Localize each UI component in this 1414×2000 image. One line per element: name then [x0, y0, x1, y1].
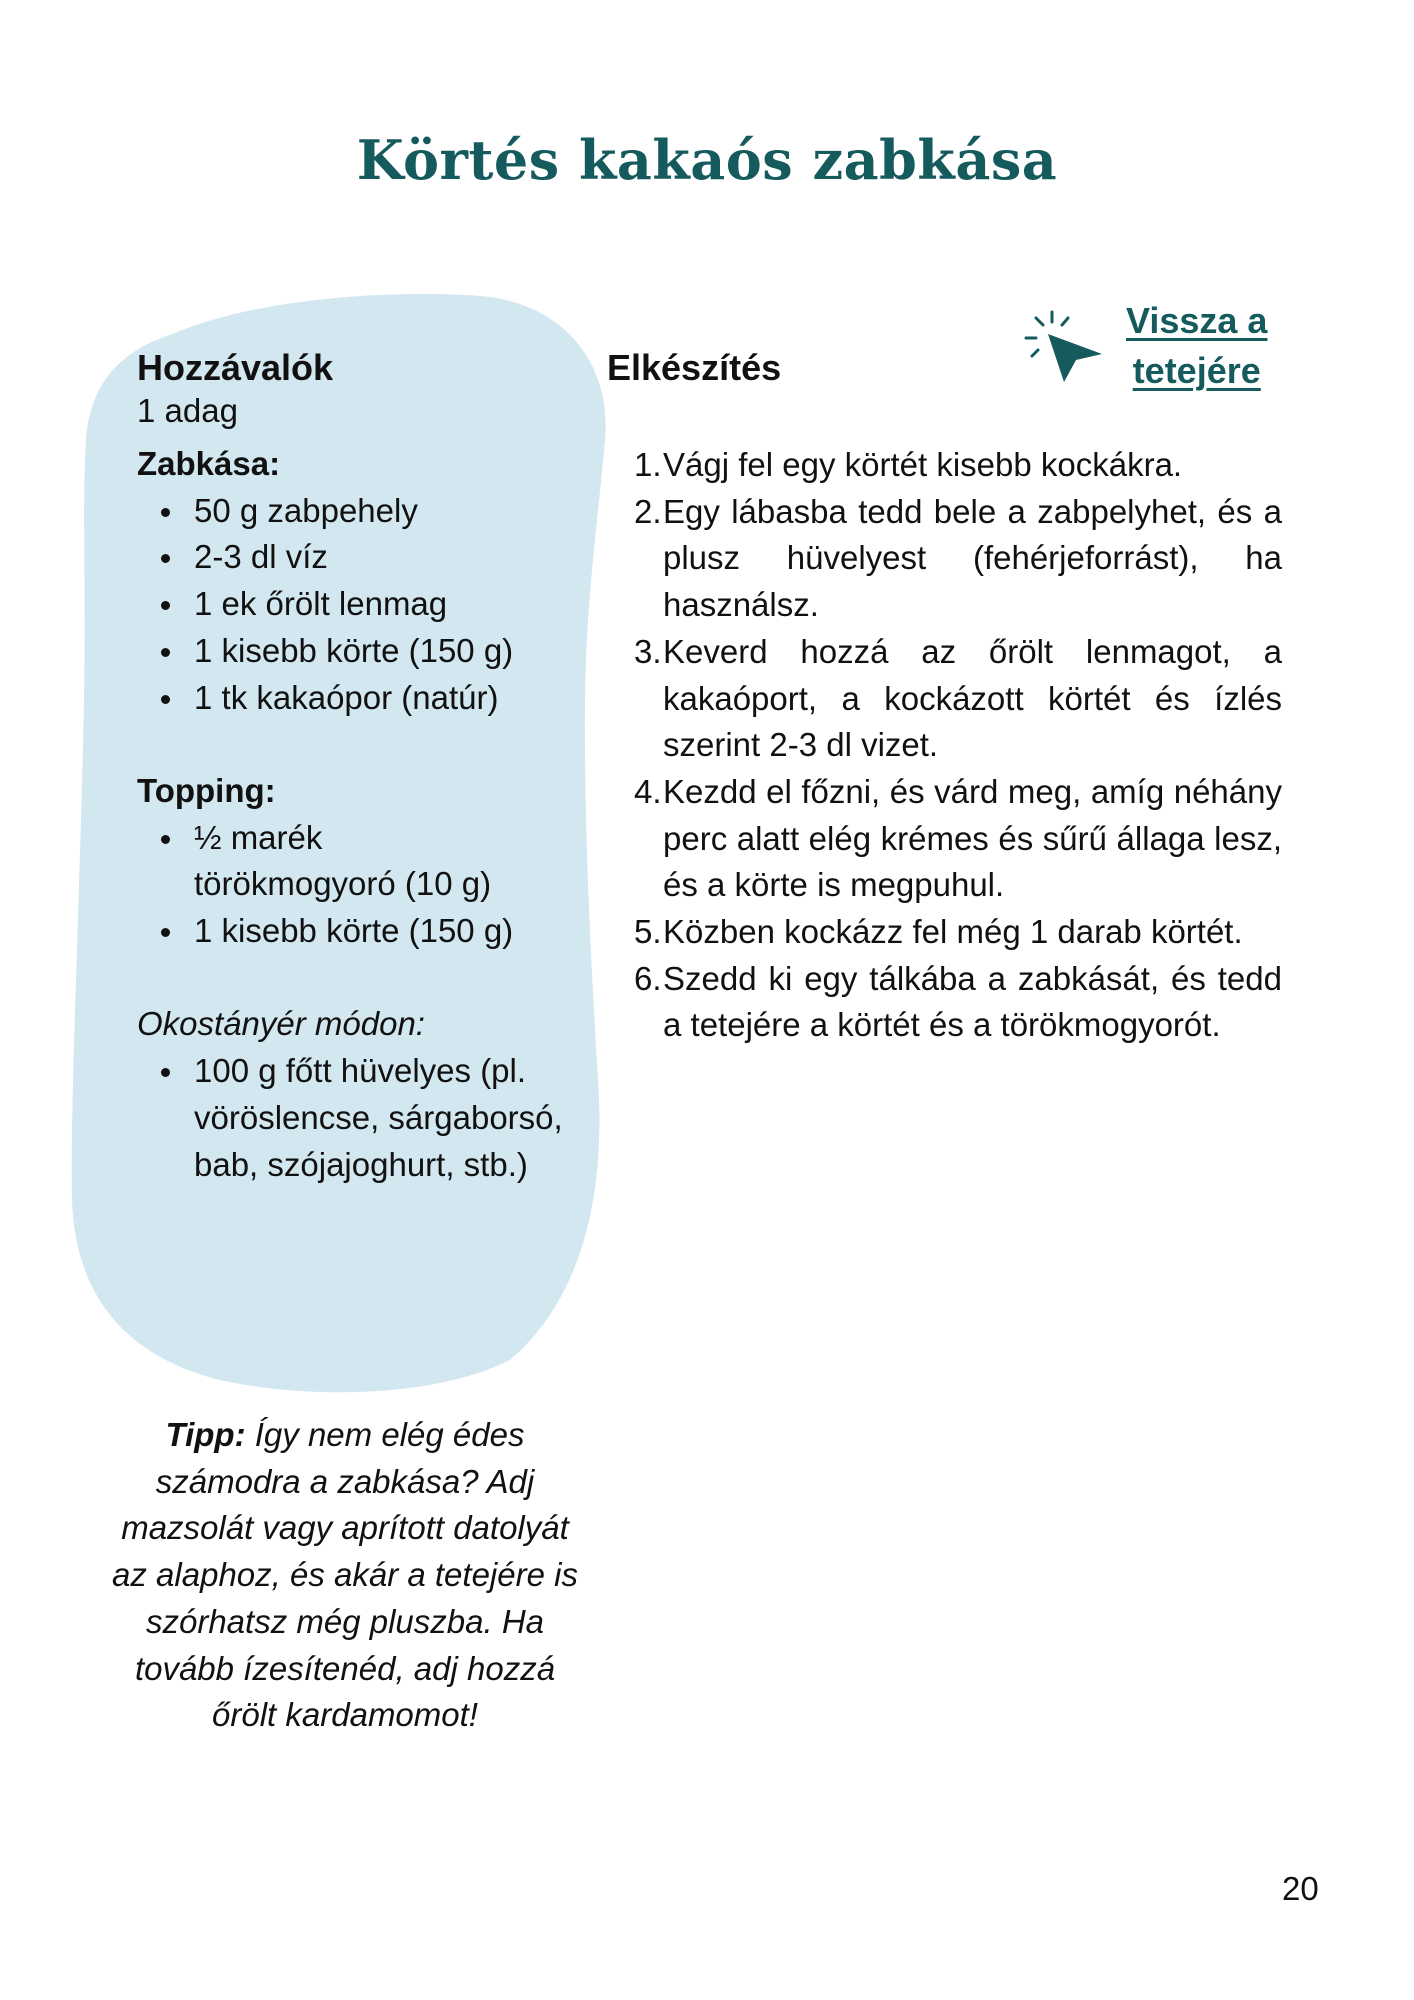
ingredient-item: 50 g zabpehely	[137, 488, 587, 535]
ingredient-item: 1 ek őrölt lenmag	[137, 581, 587, 628]
ingredient-item: 100 g főtt hüvelyes (pl. vöröslencse, sárgaborsó, bab, szójajoghurt, stb.)	[137, 1048, 574, 1188]
preparation-heading: Elkészítés	[607, 347, 782, 388]
ingredient-list-okostanyer	[137, 1048, 587, 1188]
tip-text: Így nem elég édes számodra a zabkása? Adj mazsolát vagy aprított datolyát az alaphoz, és akár a tetejére is szórhatsz még pluszba. Ha tovább ízesítenéd, adj hozzá őrölt kardamomot!	[112, 1416, 578, 1734]
ingredient-item: 1 kisebb körte (150 g)	[137, 628, 587, 675]
group-title-okostanyer: Okostányér módon:	[137, 1005, 425, 1043]
ingredient-item: 1 kisebb körte (150 g)	[137, 908, 587, 955]
step-item: 1. Vágj fel egy körtét kisebb kockákra.	[634, 446, 1183, 483]
ingredients-heading: Hozzávalók	[137, 347, 334, 388]
step-item: 4. Kezdd el főzni, és várd meg, amíg néhány perc alatt elég krémes és sűrű állaga lesz, és a körte is megpuhul.	[634, 772, 1282, 904]
ingredient-item: 2-3 dl víz	[137, 534, 587, 581]
page-title: Körtés kakaós zabkása	[356, 128, 1058, 192]
group-title-topping: Topping:	[137, 771, 276, 809]
ingredient-list-zabkasa	[137, 488, 587, 722]
tip-label: Tipp:	[165, 1416, 246, 1453]
step-item: 3. Keverd hozzá az őrölt lenmagot, a kakaóport, a kockázott körtét és ízlés szerint 2-3 dl vizet.	[634, 632, 1282, 764]
group-title-zabkasa: Zabkása:	[137, 445, 281, 482]
back-to-top-link[interactable]	[1022, 300, 1267, 396]
ingredient-item: 1 tk kakaópor (natúr)	[137, 675, 587, 722]
step-item: 2. Egy lábasba tedd bele a zabpelyhet, és a plusz hüvelyest (fehérjeforrást), ha használsz.	[634, 492, 1282, 624]
preparation-steps	[634, 442, 1282, 1049]
ingredient-list-topping	[137, 815, 587, 955]
step-item: 5. Közben kockázz fel még 1 darab körtét.	[634, 913, 1243, 951]
cursor-click-icon	[1022, 308, 1102, 388]
tip-box	[110, 1412, 580, 1739]
servings: 1 adag	[137, 392, 238, 429]
back-to-top-text[interactable]: Vissza a tetejére	[1126, 300, 1268, 391]
step-item: 6. Szedd ki egy tálkába a zabkását, és tedd a tetejére a körtét és a törökmogyorót.	[634, 959, 1282, 1044]
page-number: 20	[1282, 1870, 1319, 1907]
ingredient-item: ½ marék törökmogyoró (10 g)	[137, 815, 524, 908]
ingredients-section	[137, 345, 587, 1188]
